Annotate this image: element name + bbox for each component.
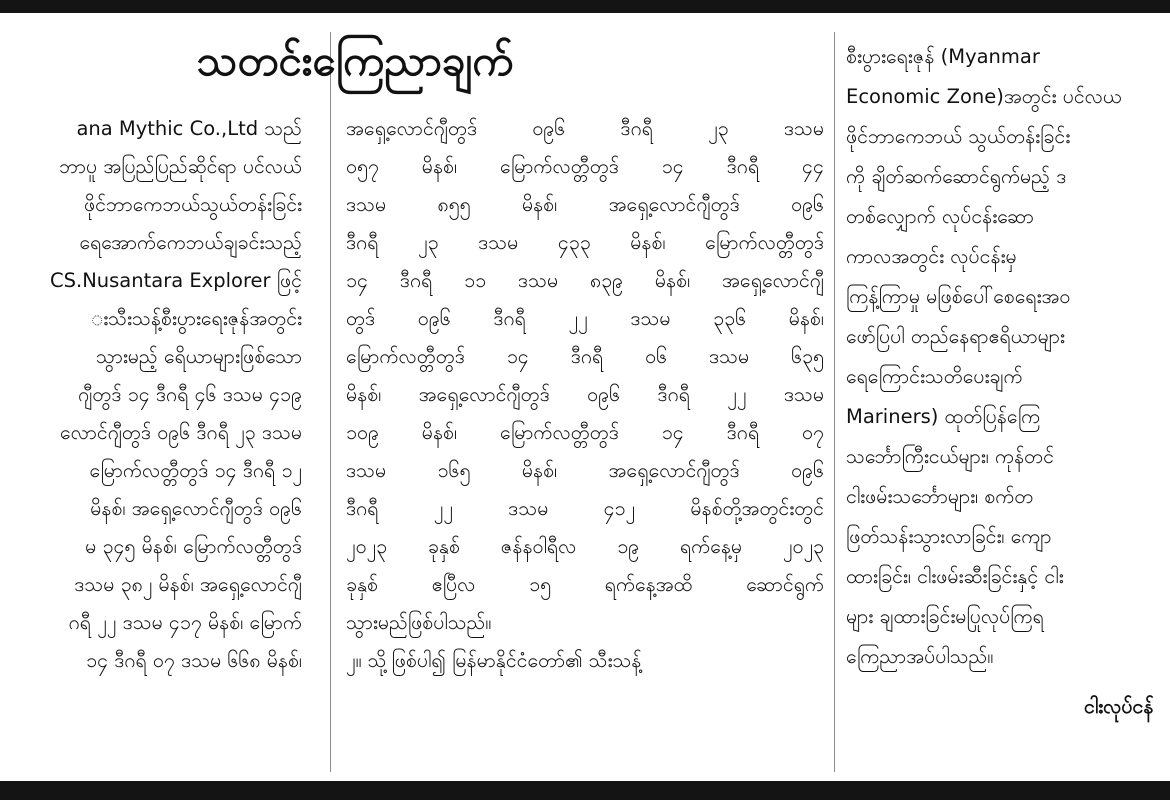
- text-line: မ ၃၄၅ မိနစ်၊ မြောက်လတ္တီတွဒ်: [85, 535, 302, 558]
- text-line: ရေကြောင်းသတိပေးချက်: [846, 365, 1023, 388]
- text-line: ဒီဂရီ ၂၃ ဒသမ ၄၃၃ မိနစ်၊ မြောက်လတ္တီတွဒ်: [346, 231, 824, 254]
- column-right: [846, 0, 1170, 781]
- bottom-rule: [0, 781, 1170, 800]
- text-line: သင်္ဘောကြီးငယ်များ၊ ကုန်တင်: [846, 445, 1054, 468]
- text-line: မိနစ်၊ အရှေ့လောင်ဂျီတွဒ် ၀၉၆ ဒီဂရီ ၂၂ ဒသမ: [346, 383, 824, 406]
- text-line: ဖိုင်ဘာကေဘယ် သွယ်တန်းခြင်း: [846, 125, 1071, 148]
- column-middle: [346, 0, 824, 781]
- text-line: မိနစ်၊ အရှေ့လောင်ဂျီတွဒ် ၀၉၆: [90, 497, 302, 520]
- text-line: ဒီဂရီ ၂၂ ဒသမ ၄၁၂ မိနစ်တို့အတွင်းတွင်: [346, 497, 824, 520]
- text-line: ဖြတ်သန်းသွားလာခြင်း၊ ကျော: [846, 525, 1052, 548]
- text-line: ရေအောက်ကေဘယ်ချခင်းသည့်: [79, 231, 302, 254]
- text-line: အရှေ့လောင်ဂျီတွဒ် ၀၉၆ ဒီဂရီ ၂၃ ဒသမ: [346, 117, 824, 140]
- text-line: ထားခြင်း၊ ငါးဖမ်းဆီးခြင်းနှင့် ငါး: [846, 565, 1064, 588]
- text-line: ကာလအတွင်း လုပ်ငန်းမှ: [846, 245, 1017, 268]
- text-line: တွဒ် ၀၉၆ ဒီဂရီ ၂၂ ဒသမ ၃၃၆ မိနစ်၊: [346, 307, 824, 330]
- text-line: များ ချထားခြင်းမပြုလုပ်ကြရ: [846, 605, 1044, 628]
- text-line: ကြန့်ကြာမှု မဖြစ်ပေါ်စေရေးအဝ: [846, 285, 1071, 308]
- text-line: ခုနှစ် ဧပြီလ ၁၅ ရက်နေ့အထိ ဆောင်ရွက်: [346, 573, 824, 596]
- text-line: ၁၄ ဒီဂရီ ၀၇ ဒသမ ၆၆၈ မိနစ်၊: [86, 649, 302, 672]
- text-line: သွားမည်ဖြစ်ပါသည်။: [346, 611, 492, 634]
- text-line: ဖော်ပြပါ တည်နေရာဧရိယာများ: [846, 325, 1065, 348]
- text-line: ဒသမ ၈၅၅ မိနစ်၊ အရှေ့လောင်ဂျီတွဒ် ၀၉၆: [346, 193, 824, 216]
- text-line: ဂရီ ၂၂ ဒသမ ၄၁၇ မိနစ်၊ မြောက်: [68, 611, 302, 634]
- text-line: ဒသမ ၁၆၅ မိနစ်၊ အရှေ့လောင်ဂျီတွဒ် ၀၉၆: [346, 459, 824, 482]
- text-line: မြောက်လတ္တီတွဒ် ၁၄ ဒီဂရီ ၀၆ ဒသမ ၆၃၅: [346, 345, 824, 368]
- text-line: ငါးဖမ်းသင်္ဘောများ၊ စက်တ: [846, 485, 1034, 508]
- text-line: Economic Zone)အတွင်း ပင်လယ: [846, 85, 1122, 108]
- text-line: မြောက်လတ္တီတွဒ် ၁၄ ဒီဂရီ ၁၂: [89, 459, 302, 482]
- text-line: ana Mythic Co.,Ltd သည်: [76, 117, 302, 140]
- text-line: ဖိုင်ဘာကေဘယ်သွယ်တန်းခြင်း: [84, 193, 302, 216]
- headline: သတင်းကြေညာချက်: [196, 36, 514, 85]
- text-line: ဒသမ ၃၈၂ မိနစ်၊ အရှေ့လောင်ဂျီ: [74, 573, 302, 596]
- text-line: ဘာပူ အပြည်ပြည်ဆိုင်ရာ ပင်လယ်: [59, 155, 302, 178]
- text-line: တစ်လျှောက် လုပ်ငန်းဆော: [846, 205, 1034, 228]
- column-divider-left: [330, 32, 331, 772]
- text-line: းသီးသန့်စီးပွားရေးဇုန်အတွင်း: [91, 307, 302, 330]
- text-line: ဂျီတွဒ် ၁၄ ဒီဂရီ ၄၆ ဒသမ ၄၁၉: [78, 383, 302, 406]
- text-line: ကို ချိတ်ဆက်ဆောင်ရွက်မည့် ဒ: [846, 165, 1067, 188]
- text-line: CS.Nusantara Explorer ဖြင့်: [50, 269, 302, 292]
- text-line: စီးပွားရေးဇုန် (Myanmar: [846, 45, 1040, 68]
- text-line: ၁၀၉ မိနစ်၊ မြောက်လတ္တီတွဒ် ၁၄ ဒီဂရီ ၀၇: [346, 421, 824, 444]
- text-line: ကြေညာအပ်ပါသည်။: [846, 645, 994, 668]
- text-line: ၂၀၂၃ ခုနှစ် ဇန်နဝါရီလ ၁၉ ရက်နေ့မှ ၂၀၂၃: [346, 535, 824, 558]
- text-line: လောင်ဂျီတွဒ် ၀၉၆ ဒီဂရီ ၂၃ ဒသမ: [60, 421, 302, 444]
- text-line: ၁၄ ဒီဂရီ ၁၁ ဒသမ ၈၃၉ မိနစ်၊ အရှေ့လောင်ဂျီ: [346, 269, 824, 292]
- column-divider-right: [834, 32, 835, 772]
- text-line: ၀၅၇ မိနစ်၊ မြောက်လတ္တီတွဒ် ၁၄ ဒီဂရီ ၄၄: [346, 155, 824, 178]
- text-line: သွားမည့် ရေိယာများဖြစ်သော: [95, 345, 302, 368]
- signature-line: ငါးလုပ်ငန်: [1084, 695, 1154, 718]
- column-left: [0, 0, 316, 781]
- text-line: ၂။ သို့ဖြစ်ပါ၍ မြန်မာနိုင်ငံတော်၏ သီးသန့်: [346, 649, 642, 672]
- text-line: Mariners) ထုတ်ပြန်ကြေ: [846, 405, 1041, 428]
